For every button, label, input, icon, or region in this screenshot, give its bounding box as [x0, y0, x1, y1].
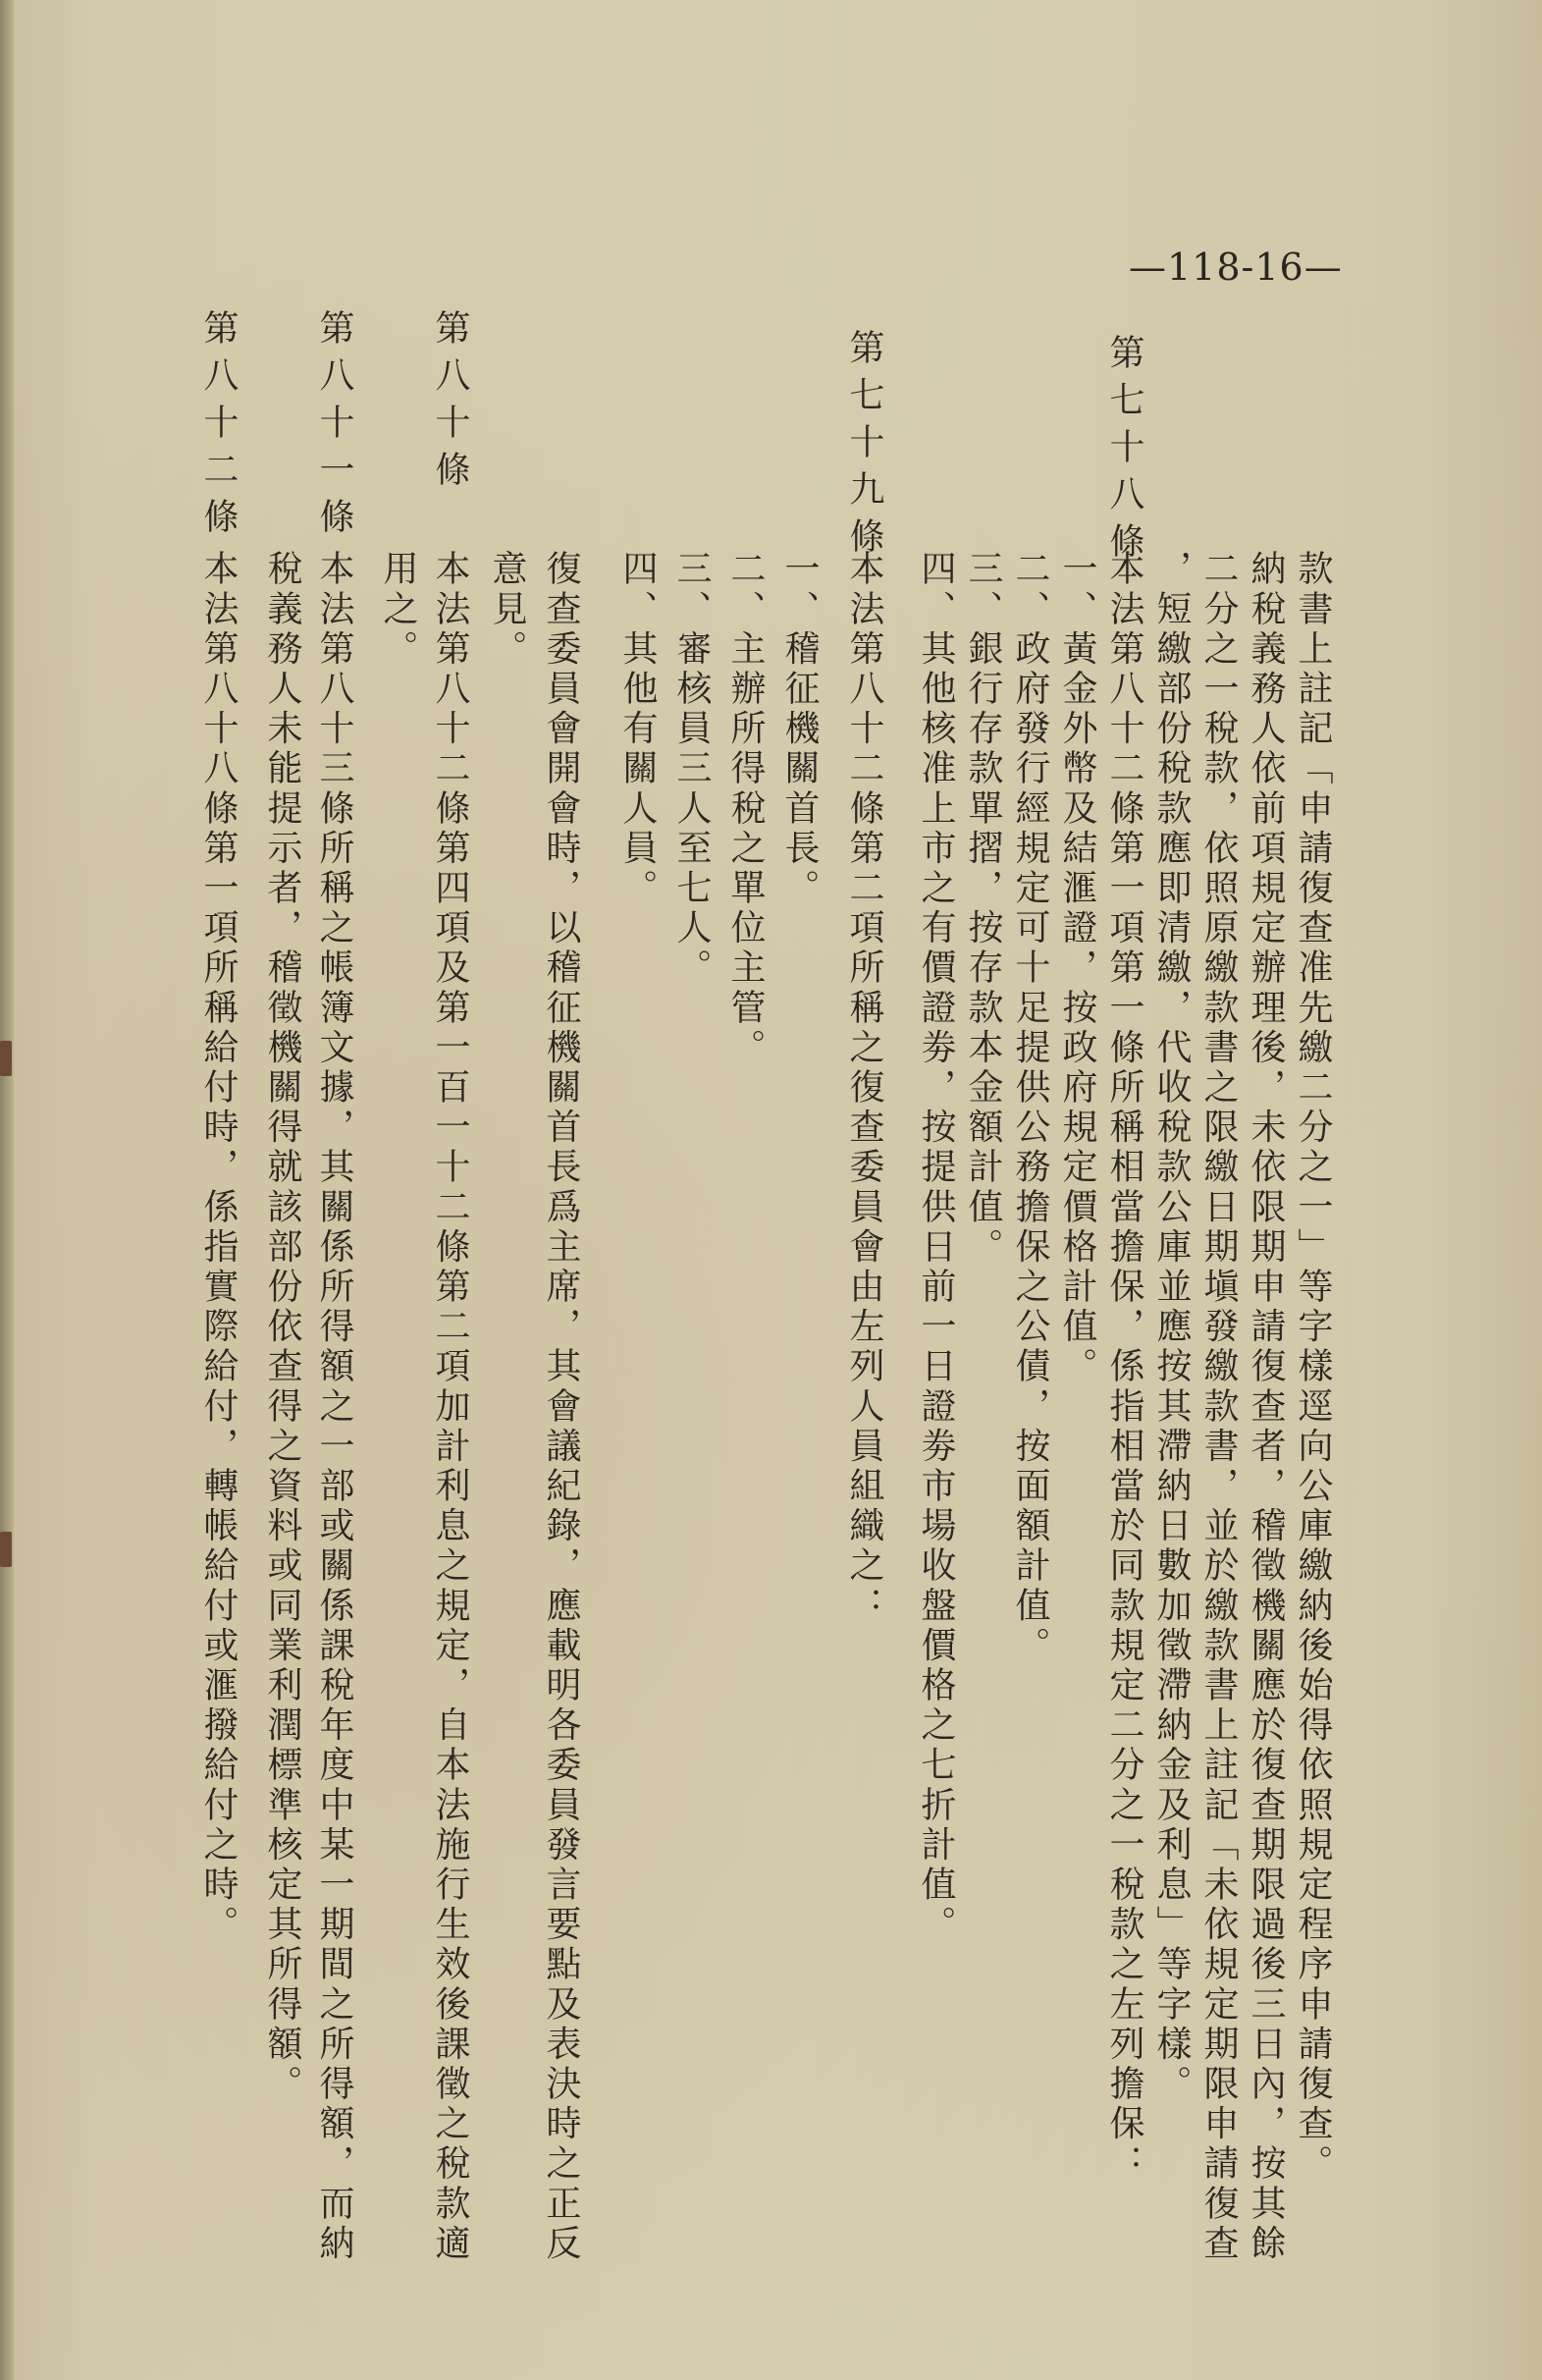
- binding-edge: [0, 0, 14, 2380]
- list-item: 三、銀行存款單摺，按存款本金額計值。: [963, 550, 1003, 1268]
- text-line: 本法第八十三條所稱之帳簿文據，其關係所得額之一部或關係課稅年度中某一期間之所得額，而納: [314, 550, 354, 2264]
- list-item: 三、審核員三人至七人。: [671, 550, 712, 989]
- text-line: 款書上註記「申請復查准先繳二分之一」等字樣逕向公庫繳納後始得依照規定程序申請復查。: [1293, 550, 1333, 2185]
- staple-mark: [0, 1532, 12, 1567]
- text-line: 本法第八十二條第四項及第一百一十二條第二項加計利息之規定，自本法施行生效後課徵之稅款適: [430, 550, 470, 2264]
- text-line: 二分之一稅款，依照原繳款書之限繳日期塡發繳款書，並於繳款書上註記「未依規定期限申請復查: [1198, 550, 1239, 2264]
- list-item: 二、主辦所得稅之單位主管。: [725, 550, 766, 1068]
- list-item: 一、稽征機關首長。: [779, 550, 820, 909]
- list-item: 四、其他有關人員。: [617, 550, 658, 909]
- article-heading: 第八十一條: [314, 309, 354, 545]
- list-item: 二、政府發行經規定可十足提供公務擔保之公債，按面額計值。: [1010, 550, 1050, 1666]
- list-item: 一、黃金外幣及結滙證，按政府規定價格計值。: [1057, 550, 1097, 1387]
- text-line: 本法第八十八條第一項所稱給付時，係指實際給付，轉帳給付或滙撥給付之時。: [198, 550, 239, 1945]
- text-line: 復查委員會開會時，以稽征機關首長爲主席，其會議紀錄，應載明各委員發言要點及表決時之正反: [541, 550, 581, 2264]
- article-heading: 第七十九條: [844, 329, 884, 565]
- article-heading: 第七十八條: [1104, 334, 1144, 569]
- article-heading: 第八十二條: [198, 309, 239, 545]
- article-heading: 第八十條: [430, 309, 470, 498]
- list-item: 四、其他核准上市之有價證劵，按提供日前一日證劵市場收盤價格之七折計值。: [916, 550, 956, 1945]
- text-line: 納稅義務人依前項規定辦理後，未依限期申請復查者，稽徵機關應於復查期限過後三日內，按其餘: [1246, 550, 1286, 2264]
- staple-mark: [0, 1041, 12, 1076]
- text-line: 意見。: [487, 550, 527, 670]
- text-line: 用之。: [378, 550, 418, 670]
- text-line: 稅義務人未能提示者，稽徵機關得就該部份依查得之資料或同業利潤標準核定其所得額。: [262, 550, 302, 2105]
- text-line: 本法第八十二條第一項第一條所稱相當擔保，係指相當於同款規定二分之一稅款之左列擔保：: [1104, 550, 1144, 2185]
- text-line: 本法第八十二條第二項所稱之復查委員會由左列人員組織之：: [844, 550, 884, 1627]
- page-number: —118-16—: [1129, 245, 1343, 289]
- text-line: ，短繳部份稅款應即清繳，代收稅款公庫並應按其滯納日數加徵滯納金及利息」等字樣。: [1151, 550, 1192, 2105]
